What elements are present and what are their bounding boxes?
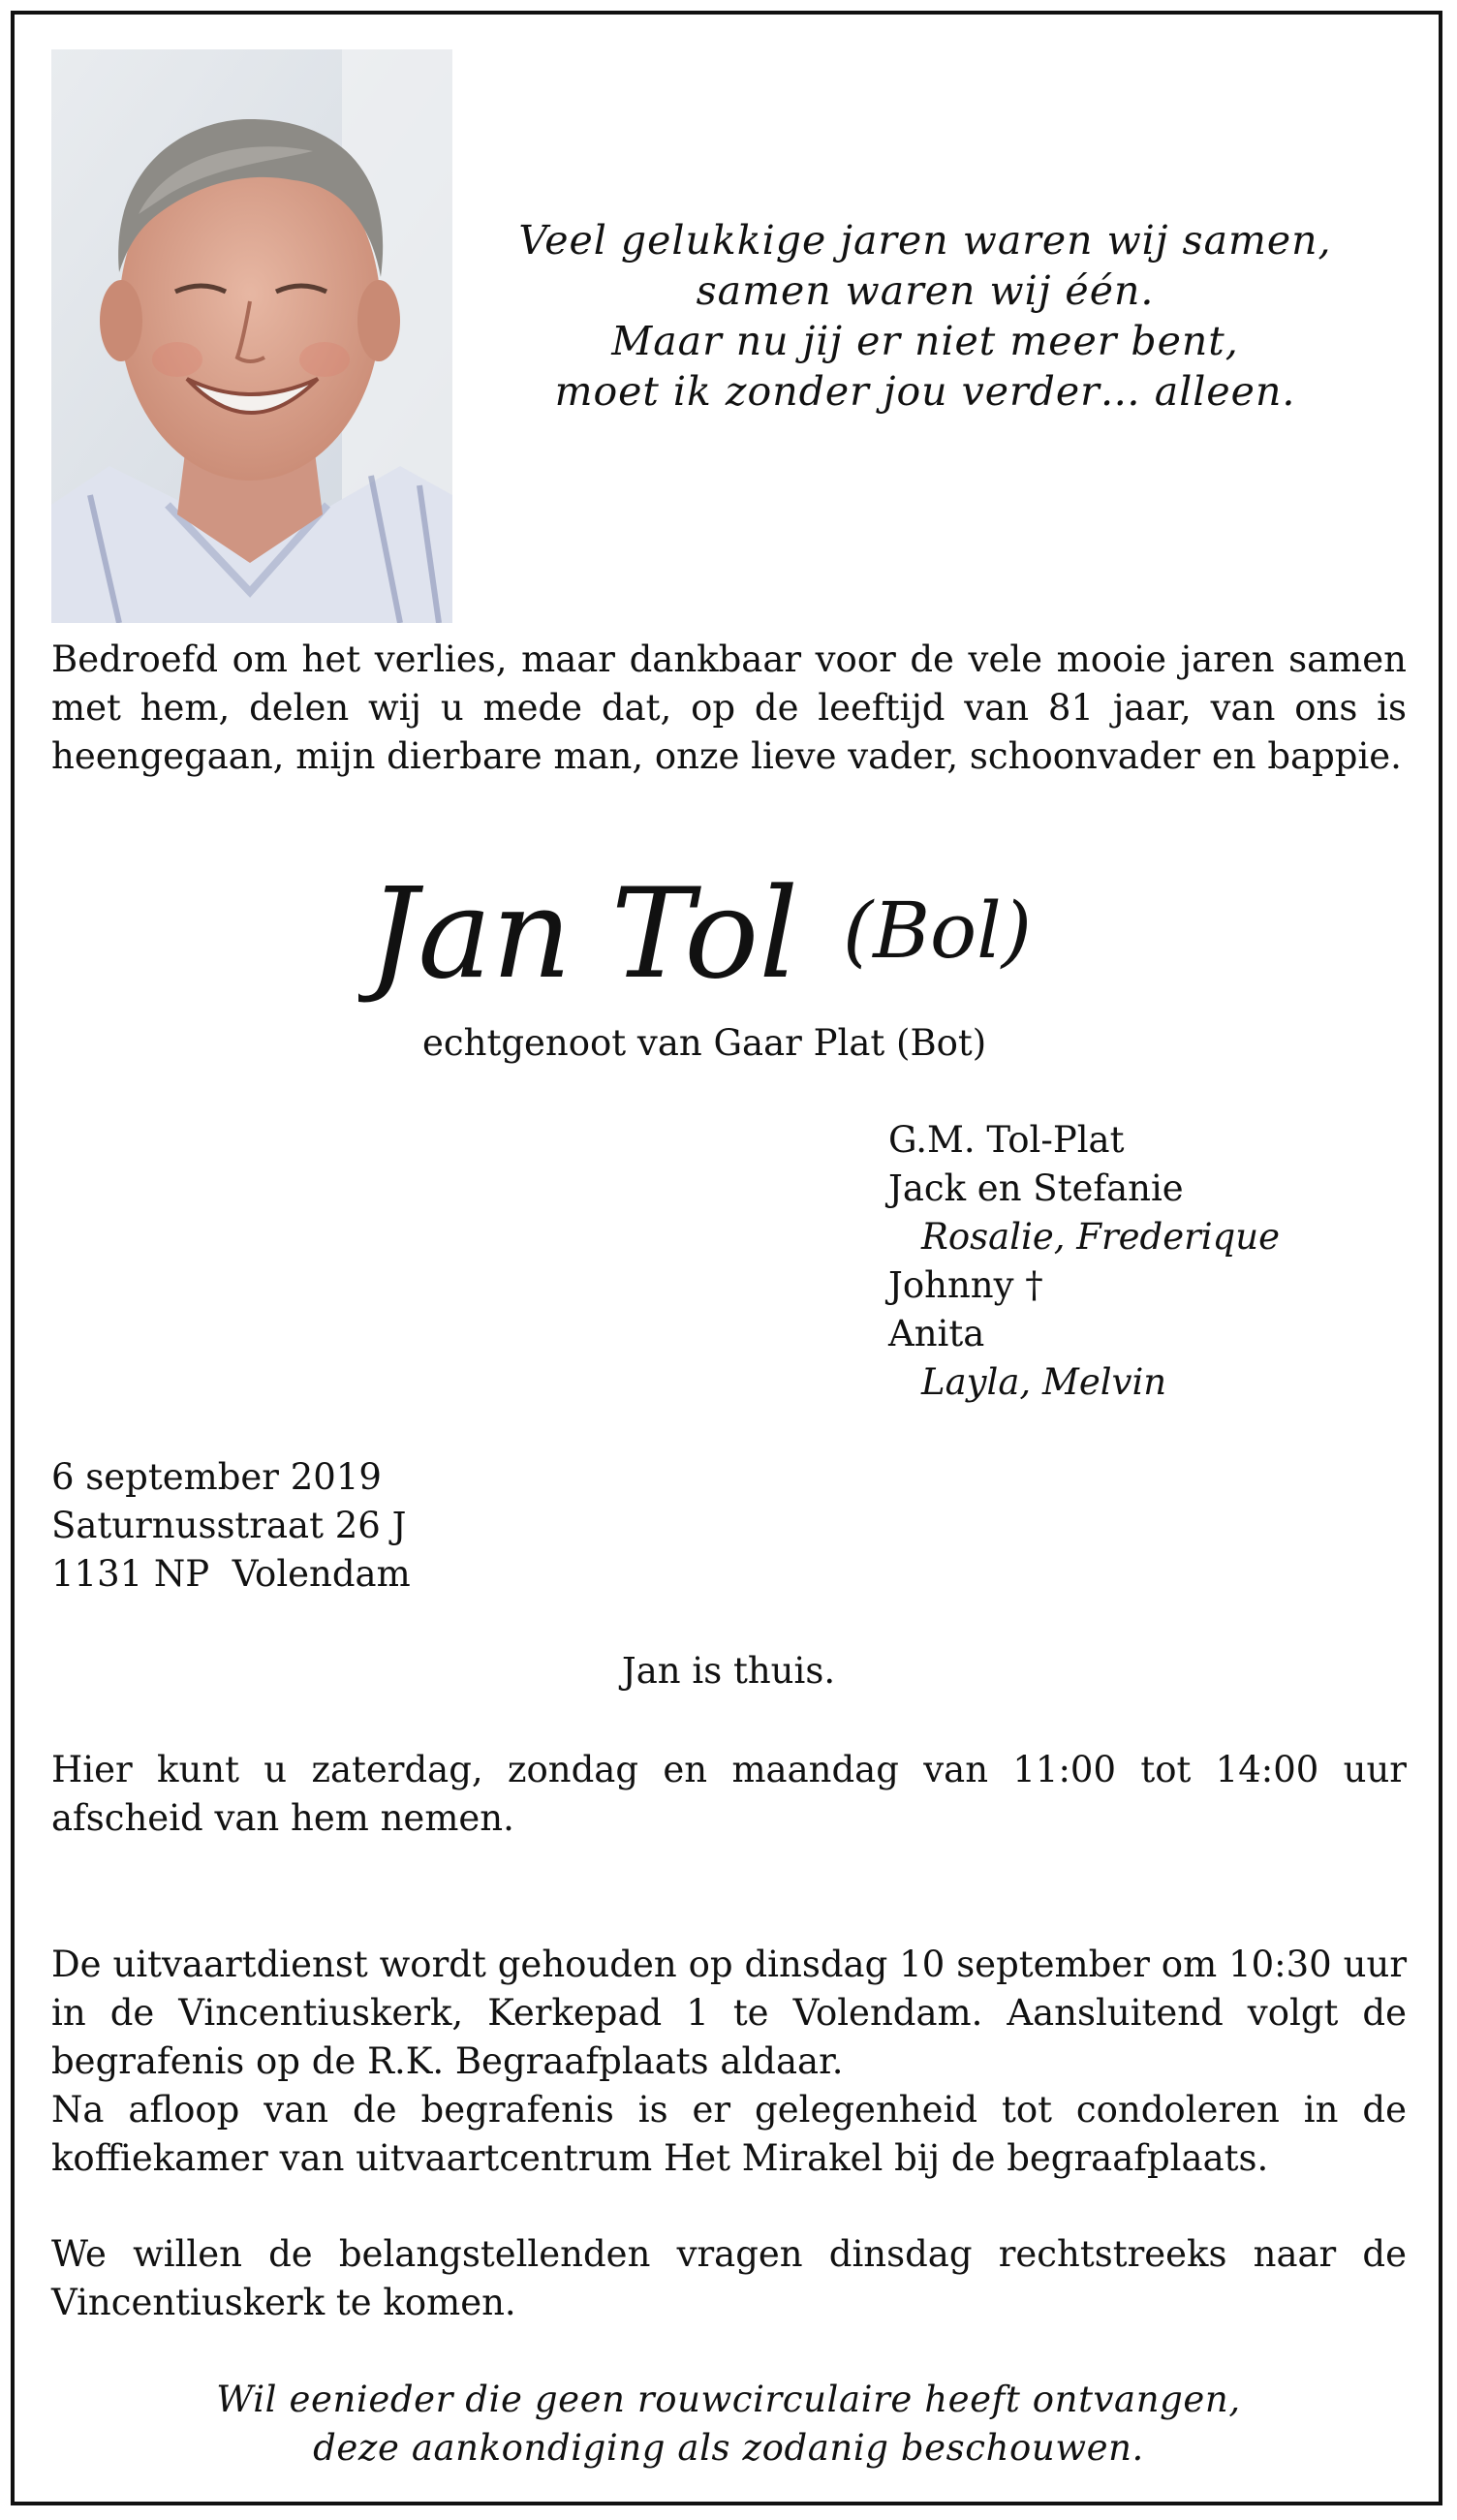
family-member: Jack en Stefanie [888, 1167, 1184, 1209]
home-note: Jan is thuis. [621, 1650, 836, 1692]
request-paragraph: We willen de belangstellenden vragen dinsdag rechtstreeks naar de Vincentiuskerk te komen. [51, 2233, 1407, 2323]
date: 6 september 2019 [51, 1456, 382, 1498]
street: Saturnusstraat 26 J [51, 1505, 407, 1546]
grandchildren: Rosalie, Frederique [921, 1216, 1281, 1258]
deceased-name-text: Jan Tol [368, 862, 799, 1007]
visiting-paragraph: Hier kunt u zaterdag, zondag en maandag van 11:00 tot 14:00 uur afscheid van hem nemen. [51, 1749, 1407, 1839]
family-member: G.M. Tol-Plat [888, 1119, 1125, 1161]
closing-note [0, 2376, 1457, 2473]
portrait-photo [51, 49, 452, 623]
poem-line: Maar nu jij er niet meer bent, [611, 318, 1239, 364]
service-paragraph: De uitvaartdienst wordt gehouden op dinsdag 10 september om 10:30 uur in de Vincentiuskerk, Kerkepad 1 te Volendam. Aansluitend volgt de begrafenis op de R.K. Begraafplaats aldaar. [51, 1944, 1407, 2082]
spouse-line: echtgenoot van Gaar Plat (Bot) [422, 1022, 987, 1064]
deceased-nickname: (Bol) [843, 886, 1032, 976]
grandchildren: Layla, Melvin [921, 1361, 1167, 1403]
poem-line: samen waren wij één. [696, 267, 1155, 314]
closing-line: Wil eenieder die geen rouwcirculaire heeft ontvangen, [216, 2379, 1241, 2420]
city: 1131 NP Volendam [51, 1553, 411, 1595]
family-member: Johnny † [888, 1264, 1043, 1306]
intro-paragraph: Bedroefd om het verlies, maar dankbaar voor de vele mooie jaren samen met hem, delen wij u mede dat, op de leeftijd van 81 jaar, van ons is heengegaan, mijn dierbare man, onze lieve vader, schoonvader en bappie. [51, 638, 1407, 777]
poem [455, 215, 1395, 417]
address-block [51, 1453, 411, 1599]
closing-line: deze aankondiging als zodanig beschouwen. [313, 2427, 1144, 2469]
poem-line: moet ik zonder jou verder… alleen. [554, 368, 1296, 415]
family-member: Anita [888, 1313, 985, 1354]
condolence-paragraph: Na afloop van de begrafenis is er gelegenheid tot condoleren in de koffiekamer van uitvaartcentrum Het Mirakel bij de begraafplaats. [51, 2089, 1407, 2179]
deceased-name [358, 853, 1095, 1027]
poem-line: Veel gelukkige jaren waren wij samen, [518, 217, 1332, 264]
family-list [888, 1116, 1280, 1407]
